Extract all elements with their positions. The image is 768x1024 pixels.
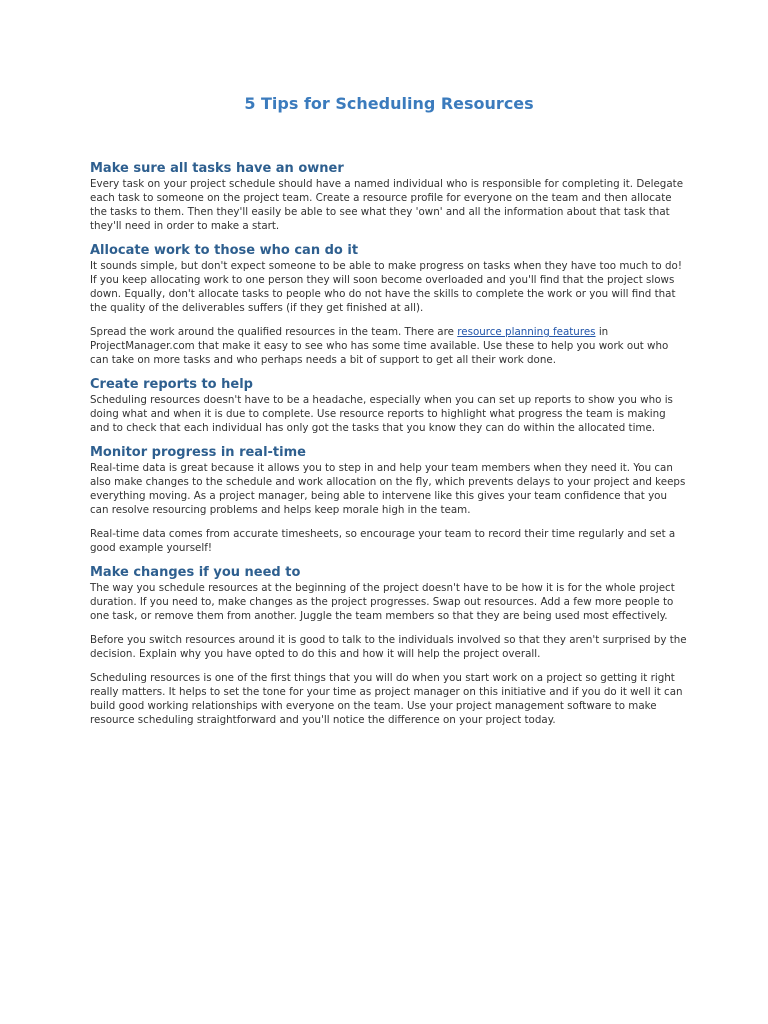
- section-paragraph: Before you switch resources around it is good to talk to the individuals involved so that they aren't surprised by the decision. Explain why you have opted to do this and how it will help the project overall.: [90, 634, 687, 660]
- section-task-owner: [90, 161, 688, 233]
- section-paragraph: Real-time data is great because it allows you to step in and help your team members when they need it. You can also make changes to the schedule and work allocation on the fly, which prevents delays to your project and keeps everything moving. As a project manager, being able to intervene like this gives your team confidence that you can resolve resourcing problems and helps keep morale high in the team.: [90, 462, 686, 516]
- section-monitor-progress: [90, 445, 688, 555]
- section-heading: Create reports to help: [90, 377, 253, 392]
- section-paragraph: Scheduling resources doesn't have to be a headache, especially when you can set up reports to show you who is doing what and when it is due to complete. Use resource reports to highlight what progress the team is making and to check that each individual has only got the tasks that you know they can do within the allocated time.: [90, 394, 673, 434]
- section-allocate-work: [90, 243, 688, 367]
- section-heading: Make changes if you need to: [90, 565, 301, 580]
- section-heading: Make sure all tasks have an owner: [90, 161, 344, 176]
- section-heading: Allocate work to those who can do it: [90, 243, 359, 258]
- document-title: 5 Tips for Scheduling Resources: [244, 94, 534, 113]
- paragraph-text-before-link: Spread the work around the qualified resources in the team. There are: [90, 326, 458, 338]
- section-paragraph-with-link: [90, 325, 688, 367]
- section-paragraph: Real-time data comes from accurate timesheets, so encourage your team to record their time regularly and set a good example yourself!: [90, 528, 676, 554]
- resource-planning-features-link[interactable]: resource planning features: [457, 326, 596, 338]
- section-paragraph: Every task on your project schedule should have a named individual who is responsible for completing it. Delegate each task to someone on the project team. Create a resource profile for everyone on the team and then allocate the tasks to them. Then they'll easily be able to see what they 'own' and all the information about that task that they'll need in order to make a start.: [90, 178, 684, 232]
- section-paragraph: The way you schedule resources at the beginning of the project doesn't have to be how it is for the whole project duration. If you need to, make changes as the project progresses. Swap out resources. Add a few more people to one task, or remove them from another. Juggle the team members so that they are being used most effectively.: [90, 582, 675, 622]
- document-content: [90, 94, 688, 737]
- section-heading: Monitor progress in real-time: [90, 445, 306, 460]
- paragraph-text-after-link: in ProjectManager.com that make it easy to see who has some time available. Use these to help you work out who can take on more tasks and who perhaps needs a bit of support to get all their work done.: [90, 326, 669, 366]
- section-paragraph: It sounds simple, but don't expect someone to be able to make progress on tasks when they have too much to do! If you keep allocating work to one person they will soon become overloaded and you'll find that the project slows down. Equally, don't allocate tasks to people who do not have the skills to complete the work or you will find that the quality of the deliverables suffers (if they get finished at all).: [90, 260, 682, 314]
- section-paragraph: Scheduling resources is one of the first things that you will do when you start work on a project so getting it right really matters. It helps to set the tone for your time as project manager on this initiative and if you do it well it can build good working relationships with everyone on the team. Use your project management software to make resource scheduling straightforward and you'll notice the difference on your project today.: [90, 672, 683, 726]
- section-make-changes: [90, 565, 688, 727]
- section-create-reports: [90, 377, 688, 435]
